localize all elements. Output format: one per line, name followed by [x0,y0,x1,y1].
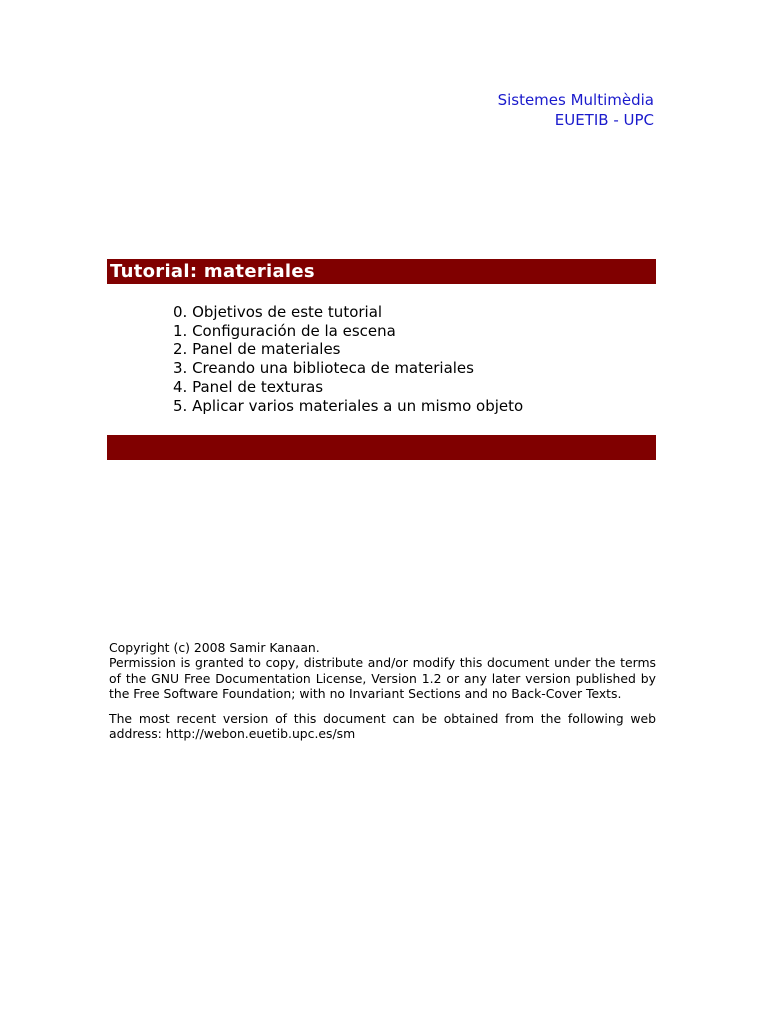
legal-notice [109,640,656,741]
institution-name: EUETIB - UPC [554,111,654,129]
recent-version-text: The most recent version of this document can be obtained from the following web address: http://webon.euetib.upc.es/sm [109,710,656,742]
toc-item: 3. Creando una biblioteca de materiales [173,359,474,378]
toc-item: 1. Configuración de la escena [173,321,396,340]
course-name: Sistemes Multimèdia [497,91,654,109]
table-of-contents [173,303,523,415]
permission-text: Permission is granted to copy, distribute and/or modify this document under the terms of the GNU Free Documentation License, Version 1.2 or any later version published by the Free Software Foundation; with no Invariant Sections and no Back-Cover Texts. [109,655,656,702]
toc-item: 4. Panel de texturas [173,377,324,396]
spacer [109,702,656,711]
page-title: Tutorial: materiales [110,261,315,282]
document-header [498,90,654,130]
toc-item: 5. Aplicar varios materiales a un mismo objeto [173,396,524,415]
toc-item: 0. Objetivos de este tutorial [173,303,383,321]
copyright-line: Copyright (c) 2008 Samir Kanaan. [109,640,320,655]
divider-bar [107,435,656,460]
title-bar [107,259,656,284]
toc-item: 2. Panel de materiales [173,340,341,359]
